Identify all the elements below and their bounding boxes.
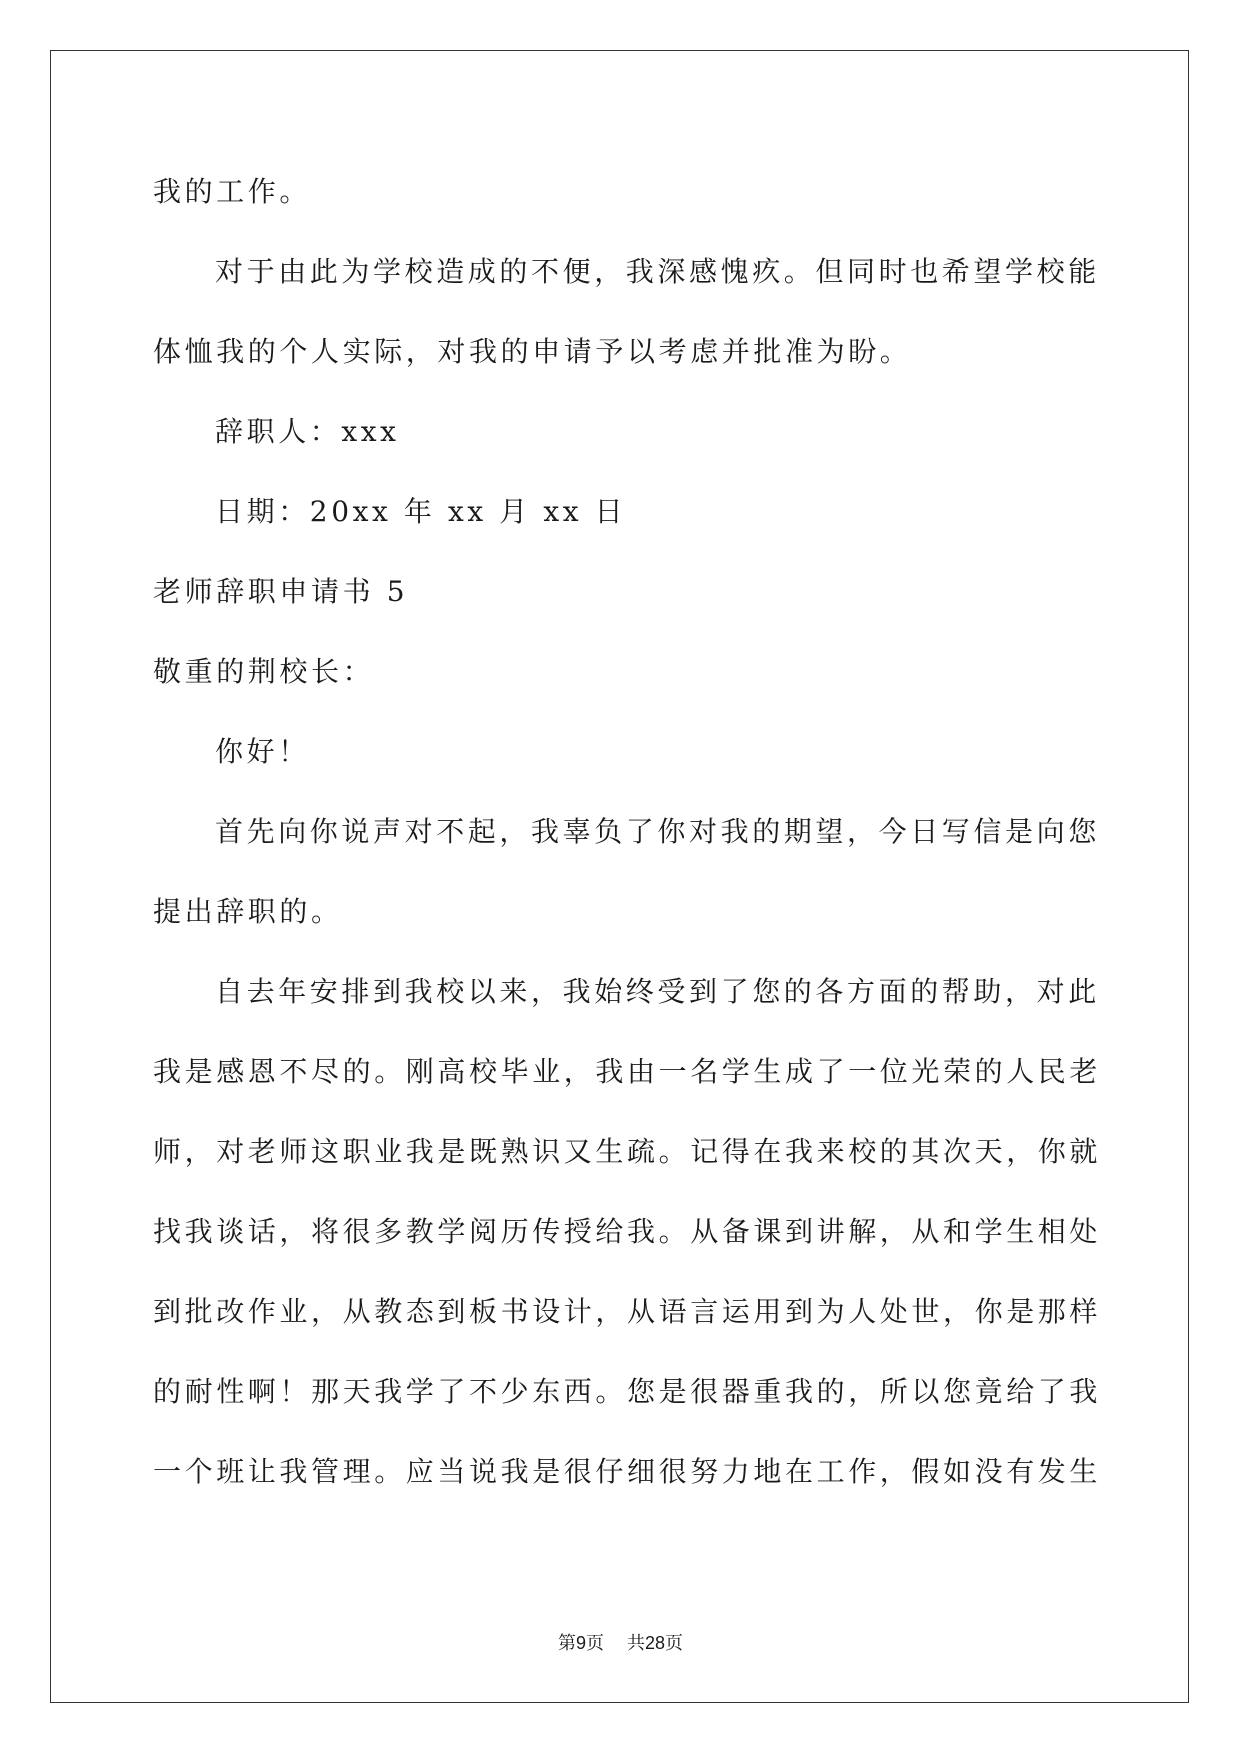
- body-line: 找我谈话，将很多教学阅历传授给我。从备课到讲解，从和学生相处: [153, 1215, 1102, 1248]
- footer-prefix: 第: [558, 1633, 577, 1654]
- current-page-number: 9: [576, 1633, 587, 1653]
- body-line: 提出辞职的。: [153, 895, 343, 928]
- footer-page-suffix: 页: [586, 1633, 605, 1654]
- body-line: 到批改作业，从教态到板书设计，从语言运用到为人处世，你是那样: [153, 1295, 1102, 1328]
- body-line: 对于由此为学校造成的不便，我深感愧疚。但同时也希望学校能: [215, 255, 1100, 288]
- body-line: 自去年安排到我校以来，我始终受到了您的各方面的帮助，对此: [215, 975, 1100, 1008]
- body-line: 首先向你说声对不起，我辜负了你对我的期望，今日写信是向您: [215, 815, 1100, 848]
- page-footer: [0, 1629, 1241, 1655]
- date-line: 日期：20xx 年 xx 月 xx 日: [215, 495, 627, 528]
- body-line: 的耐性啊！那天我学了不少东西。您是很器重我的，所以您竟给了我: [153, 1375, 1102, 1408]
- body-line: 师，对老师这职业我是既熟识又生疏。记得在我来校的其次天，你就: [153, 1135, 1102, 1168]
- body-line: 一个班让我管理。应当说我是很仔细很努力地在工作，假如没有发生: [153, 1455, 1102, 1488]
- total-page-count: 28: [644, 1633, 665, 1653]
- body-line: 我是感恩不尽的。刚高校毕业，我由一名学生成了一位光荣的人民老: [153, 1055, 1102, 1088]
- section-title: 老师辞职申请书 5: [153, 575, 409, 608]
- body-line: 我的工作。: [153, 175, 312, 208]
- greeting: 你好！: [215, 735, 310, 768]
- signer-line: 辞职人：xxx: [215, 415, 400, 448]
- salutation: 敬重的荆校长：: [153, 655, 375, 688]
- footer-total-prefix: 共: [626, 1633, 645, 1654]
- footer-total-suffix: 页: [664, 1633, 683, 1654]
- body-line: 体恤我的个人实际，对我的申请予以考虑并批准为盼。: [153, 335, 912, 368]
